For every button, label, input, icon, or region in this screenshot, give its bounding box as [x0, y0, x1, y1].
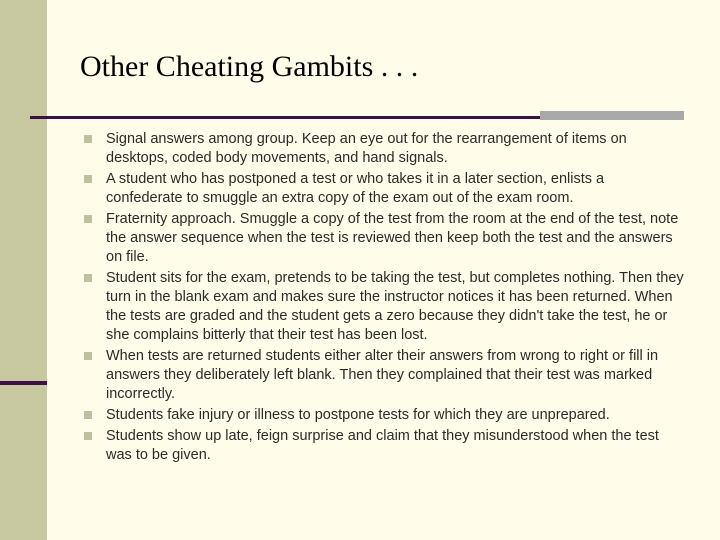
square-bullet-icon	[84, 411, 92, 419]
side-bar-accent	[0, 381, 47, 385]
bullet-text: Student sits for the exam, pretends to be taking the test, but completes nothing. Then they turn in the blank exam and makes sure the instructor notices it has been returned. When the tests are graded and the student gets a zero because they didn't take the test, he or she complains bitterly that their test has been lost.	[106, 270, 684, 343]
square-bullet-icon	[84, 175, 92, 183]
bullet-text: When tests are returned students either alter their answers from wrong to right or fill in answers they deliberately left blank. Then they complained that their test was marked incorrectly.	[106, 348, 659, 402]
bullet-item	[84, 427, 684, 465]
bullet-text: A student who has postponed a test or who takes it in a later section, enlists a confederate to smuggle an extra copy of the exam out of the exam room.	[106, 171, 605, 206]
bullet-text: Students fake injury or illness to postpone tests for which they are unprepared.	[106, 407, 610, 423]
bullet-text: Fraternity approach. Smuggle a copy of the test from the room at the end of the test, note the answer sequence when the test is reviewed then keep both the test and the answers on file.	[106, 211, 679, 265]
bullet-item	[84, 130, 684, 168]
square-bullet-icon	[84, 274, 92, 282]
bullet-item	[84, 347, 684, 404]
bullet-text: Students show up late, feign surprise and claim that they misunderstood when the test was to be given.	[106, 428, 659, 463]
side-bar	[0, 0, 47, 540]
title-rule-accent	[540, 111, 684, 120]
square-bullet-icon	[84, 215, 92, 223]
bullet-item	[84, 406, 684, 425]
square-bullet-icon	[84, 352, 92, 360]
bullet-text: Signal answers among group. Keep an eye out for the rearrangement of items on desktops, coded body movements, and hand signals.	[106, 131, 627, 166]
bullet-item	[84, 269, 684, 345]
bullet-list	[84, 130, 684, 467]
bullet-item	[84, 170, 684, 208]
bullet-item	[84, 210, 684, 267]
square-bullet-icon	[84, 135, 92, 143]
slide-title: Other Cheating Gambits . . .	[80, 50, 419, 83]
square-bullet-icon	[84, 432, 92, 440]
title-rule	[30, 116, 540, 119]
